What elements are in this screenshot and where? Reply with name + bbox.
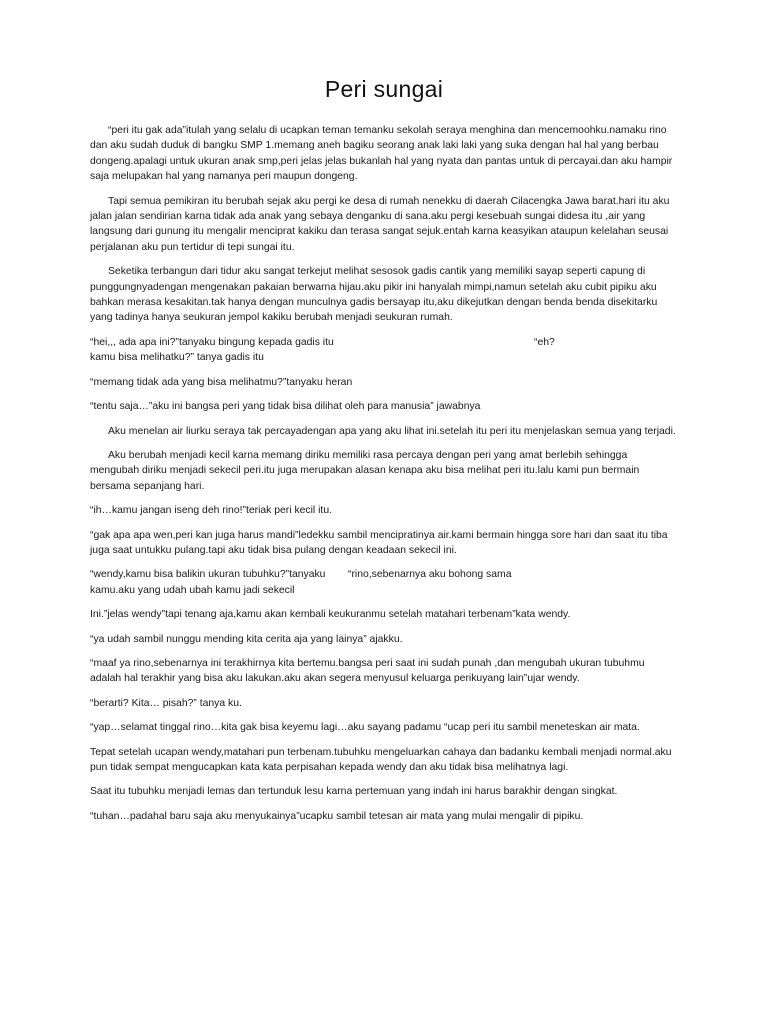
dialogue-wendy-block <box>90 567 678 598</box>
paragraph-menelan: Aku menelan air liurku seraya tak percayadengan apa yang aku lihat ini.setelah itu peri itu menjelaskan semua yang terjadi. <box>108 425 676 437</box>
paragraph-tentu: “tentu saja…”aku ini bangsa peri yang tidak bisa dilihat oleh para manusia” jawabnya <box>90 401 481 413</box>
paragraph-berubah: Aku berubah menjadi kecil karna memang diriku memiliki rasa percaya dengan peri yang amat berlebih sehingga mengubah diriku menjadi sekecil peri.itu juga merupakan alasan kenapa aku bisa melihat peri itu.lalu kami pun bermain bersama sepanjang hari. <box>90 449 640 492</box>
paragraph-jelas-wendy: Ini.”jelas wendy”tapi tenang aja,kamu akan kembali keukuranmu setelah matahari terbenam”kata wendy. <box>90 609 571 621</box>
dialogue-rino-fragment: “rino,sebenarnya aku bohong sama <box>348 569 512 581</box>
dialogue-eh-fragment: “eh? <box>534 336 555 348</box>
paragraph-mandi: “gak apa apa wen,peri kan juga harus mandi”ledekku sambil mencipratinya air.kami bermain hingga sore hari dan saat itu tiba juga saat untukku pulang.tapi aku tidak bisa pulang dengan keadaan sekecil ini. <box>90 529 668 556</box>
paragraph-1: “peri itu gak ada”itulah yang selalu di ucapkan teman temanku sekolah seraya menghina dan mencemoohku.namaku rino dan aku sudah duduk di bangku SMP 1.memang aneh bagiku seorang anak laki laki yang suka dengan hal hal yang berbau dongeng.apalagi untuk ukuran anak smp,peri jelas jelas bukanlah hal yang nyata dan pantas untuk di percayai.dan aku hampir saja melupakan hal yang namanya peri maupun dongeng. <box>90 125 673 183</box>
paragraph-ya-udah: “ya udah sambil nunggu mending kita cerita aja yang lainya” ajakku. <box>90 633 403 645</box>
story-title: Peri sungai <box>324 76 444 102</box>
dialogue-hei-line: “hei,,, ada apa ini?”tanyaku bingung kepada gadis itu <box>90 336 334 348</box>
paragraph-iseng: “ih…kamu jangan iseng deh rino!”teriak peri kecil itu. <box>90 505 332 517</box>
dialogue-wendy-line: “wendy,kamu bisa balikin ukuran tubuhku?”tanyaku <box>90 569 326 581</box>
paragraph-yap: “yap…selamat tinggal rino…kita gak bisa keyemu lagi…aku sayang padamu “ucap peri itu sambil meneteskan air mata. <box>90 722 640 734</box>
paragraph-tepat: Tepat setelah ucapan wendy,matahari pun terbenam.tubuhku mengeluarkan cahaya dan badanku kembali menjadi normal.aku pun tidak sempat mengucapkan kata kata perpisahan kepada wendy dan aku tidak bisa melihatnya lagi. <box>90 746 672 773</box>
dialogue-sekecil-line: kamu.aku yang udah ubah kamu jadi sekecil <box>90 584 295 596</box>
story-body <box>90 123 678 824</box>
paragraph-3: Seketika terbangun dari tidur aku sangat terkejut melihat sesosok gadis cantik yang memiliki sayap seperti capung di punggungnyadengan mengenakan pakaian berwarna hijau.aku pikir ini hanyalah mimpi,namun setelah aku cubit pipiku aku bahkan merasa kesakitan.tak hanya dengan munculnya gadis bersayap itu,aku dikejutkan dengan benda benda disekitarku yang tadinya hanya seukuran jempol kakiku berubah menjadi seukuran rumah. <box>90 266 658 324</box>
dialogue-hei-block <box>90 335 678 366</box>
paragraph-2: Tapi semua pemikiran itu berubah sejak aku pergi ke desa di rumah nenekku di daerah Cilacengka Jawa barat.hari itu aku jalan jalan sendirian karna tidak ada anak yang sebaya denganku di sana.aku pergi kesebuah sungai didesa itu ,air yang langsung dari gunung itu mengalir menciprat kakiku dan terasa sangat sejuk.entah karna keasyikan ataupun kelelahan seusai perjalanan aku pun tertidur di tepi sungai itu. <box>90 195 670 253</box>
paragraph-tuhan: “tuhan…padahal baru saja aku menyukainya”ucapku sambil tetesan air mata yang mulai mengalir di pipiku. <box>90 810 584 822</box>
paragraph-berarti: “berarti? Kita… pisah?” tanya ku. <box>90 697 242 709</box>
paragraph-maaf: “maaf ya rino,sebenarnya ini terakhirnya kita bertemu.bangsa peri saat ini sudah punah ,dan mengubah ukuran tubuhmu adalah hal terakhir yang bisa aku lakukan.aku akan segera menyusul keluarga perikuyang lain”ujar wendy. <box>90 657 645 685</box>
paragraph-lemas: Saat itu tubuhku menjadi lemas dan tertunduk lesu karna pertemuan yang indah ini harus barakhir dengan singkat. <box>90 786 618 798</box>
paragraph-memang: “memang tidak ada yang bisa melihatmu?”tanyaku heran <box>90 376 353 388</box>
dialogue-melihatku-line: kamu bisa melihatku?” tanya gadis itu <box>90 352 264 364</box>
